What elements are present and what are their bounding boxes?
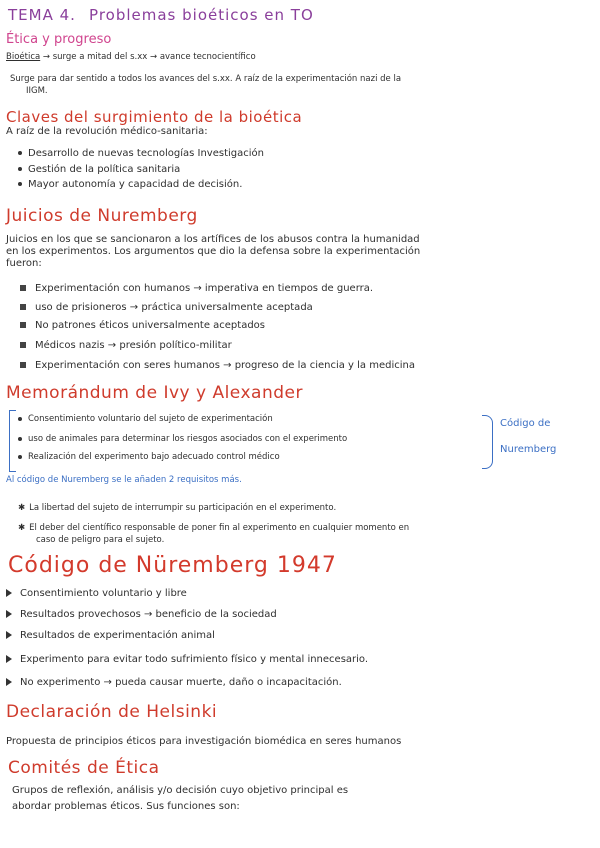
star-item: ✱ La libertad del sujeto de interrumpir su participación en el experimento. [18,503,337,513]
left-bracket [9,410,16,472]
memo-heading: Memorándum de Ivy y Alexander [6,383,303,403]
comites-p1: Grupos de reflexión, análisis y/o decisión cuyo objetivo principal es [12,785,349,796]
etica-line2b: IIGM. [26,86,48,96]
list-item: Desarrollo de nuevas tecnologías Investigación [18,148,264,159]
triangle-bullet-icon [6,610,12,618]
square-bullet-icon [20,342,26,348]
list-item: uso de prisioneros → práctica universalmente aceptada [20,302,313,313]
etica-line1 [6,52,256,62]
dot-icon [18,167,22,171]
star-item-cont: caso de peligro para el sujeto. [36,535,165,545]
list-item: No experimento → pueda causar muerte, daño o incapacitación. [6,677,342,688]
comites-heading: Comités de Ética [8,758,160,778]
triangle-bullet-icon [6,655,12,663]
list-item: No patrones éticos universalmente aceptados [20,320,265,331]
dot-icon [18,417,22,421]
triangle-bullet-icon [6,631,12,639]
list-item: Experimentación con seres humanos → progreso de la ciencia y la medicina [20,360,415,371]
comites-p2: abordar problemas éticos. Sus funciones son: [12,801,240,812]
claves-intro: A raíz de la revolución médico-sanitaria: [6,126,208,137]
dot-icon [18,437,22,441]
asterisk-icon: ✱ [18,523,26,533]
list-item: uso de animales para determinar los riesgos asociados con el experimento [18,434,347,444]
codigo-heading: Código de Nüremberg 1947 [8,553,337,578]
list-item: Resultados de experimentación animal [6,630,215,641]
square-bullet-icon [20,304,26,310]
square-bullet-icon [20,362,26,368]
helsinki-heading: Declaración de Helsinki [6,702,218,722]
asterisk-icon: ✱ [18,503,26,513]
page-title [8,5,314,24]
claves-heading: Claves del surgimiento de la bioética [6,108,303,126]
juicios-p3: fueron: [6,258,42,269]
list-item: Experimentación con humanos → imperativa en tiempos de guerra. [20,283,373,294]
juicios-heading: Juicios de Nuremberg [6,206,198,226]
dot-icon [18,151,22,155]
list-item: Gestión de la política sanitaria [18,164,180,175]
dot-icon [18,455,22,459]
square-bullet-icon [20,322,26,328]
list-item: Realización del experimento bajo adecuado control médico [18,452,280,462]
list-item: Consentimiento voluntario y libre [6,588,187,599]
right-bracket [482,415,493,469]
star-item: ✱ El deber del científico responsable de poner fin al experimento en cualquier momento en [18,523,410,533]
side-label-2: Nuremberg [500,444,557,455]
etica-heading: Ética y progreso [6,32,112,47]
side-label-1: Código de [500,418,551,429]
list-item: Mayor autonomía y capacidad de decisión. [18,179,242,190]
list-item: Consentimiento voluntario del sujeto de experimentación [18,414,273,424]
dot-icon [18,182,22,186]
triangle-bullet-icon [6,589,12,597]
etica-line2a: Surge para dar sentido a todos los avances del s.xx. A raíz de la experimentación nazi de la [10,74,402,84]
list-item: Médicos nazis → presión político-militar [20,340,232,351]
bioetica-term: Bioética [6,52,41,62]
title-tema: TEMA 4. [8,6,76,24]
list-item: Resultados provechosos → beneficio de la sociedad [6,609,277,620]
etica-line1-rest: → surge a mitad del s.xx → avance tecnocientífico [42,52,256,62]
title-name: Problemas bioéticos en TO [89,6,314,24]
juicios-p2: en los experimentos. Los argumentos que dio la defensa sobre la experimentación [6,246,421,257]
list-item: Experimento para evitar todo sufrimiento físico y mental innecesario. [6,654,368,665]
triangle-bullet-icon [6,678,12,686]
square-bullet-icon [20,285,26,291]
juicios-p1: Juicios en los que se sancionaron a los artífices de los abusos contra la humanidad [6,234,420,245]
helsinki-text: Propuesta de principios éticos para investigación biomédica en seres humanos [6,736,402,747]
memo-note: Al código de Nuremberg se le añaden 2 requisitos más. [6,475,242,485]
